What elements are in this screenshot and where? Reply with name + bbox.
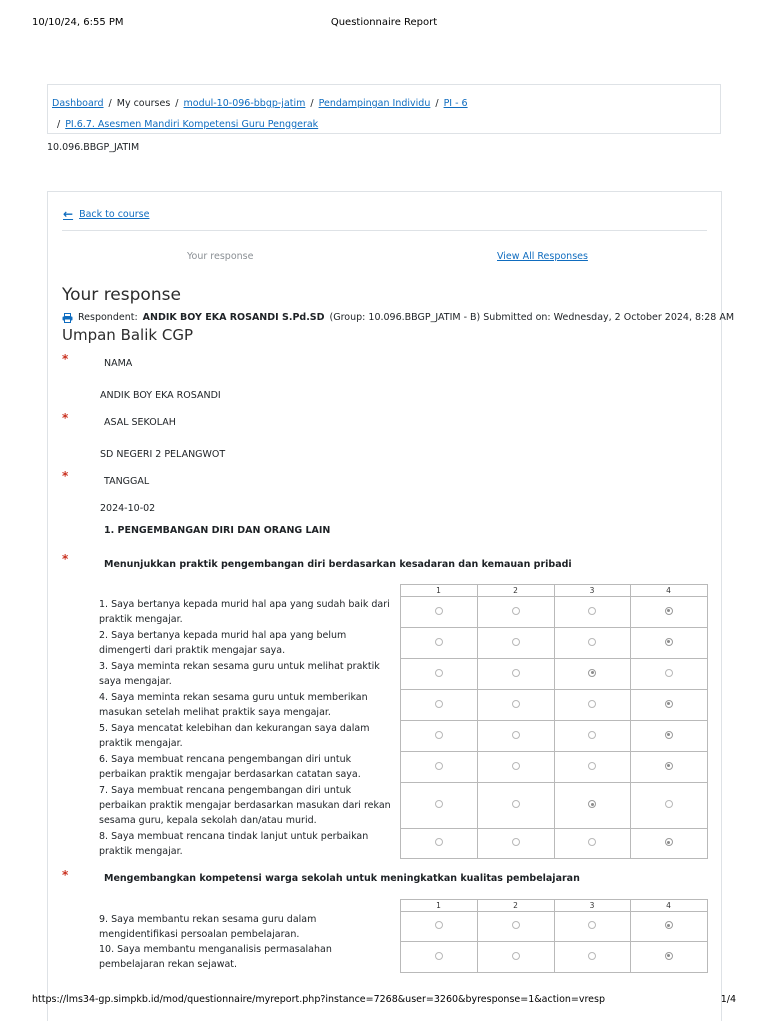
rating-cell — [477, 721, 554, 752]
rating-cell — [554, 783, 630, 829]
rating-header-row — [99, 900, 707, 912]
rating-statement: 1. Saya bertanya kepada murid hal apa yang sudah baik dari praktik mengajar. — [99, 599, 390, 625]
rating-cell — [400, 597, 477, 628]
radio-option[interactable] — [512, 700, 520, 708]
rating-cell — [400, 628, 477, 659]
radio-option[interactable] — [435, 638, 443, 646]
back-to-course-label: Back to course — [79, 208, 150, 220]
question-label: ASAL SEKOLAH — [104, 417, 176, 428]
required-icon: * — [62, 411, 69, 425]
rating-cell — [400, 721, 477, 752]
rating-header-1: 1 — [400, 900, 477, 912]
rating-cell — [554, 829, 630, 859]
printer-icon — [62, 313, 73, 323]
radio-option[interactable] — [512, 838, 520, 846]
rating-header-blank — [99, 900, 400, 912]
radio-option[interactable] — [512, 921, 520, 929]
rating-cell — [630, 628, 707, 659]
rating-header-4: 4 — [630, 900, 707, 912]
question-title: Menunjukkan praktik pengembangan diri berdasarkan kesadaran dan kemauan pribadi — [104, 559, 572, 570]
rating-statement: 3. Saya meminta rekan sesama guru untuk melihat praktik saya mengajar. — [99, 661, 380, 687]
rating-statement: 4. Saya meminta rekan sesama guru untuk memberikan masukan setelah melihat praktik saya mengajar. — [99, 692, 368, 718]
rating-cell — [477, 752, 554, 783]
rating-cell — [630, 690, 707, 721]
radio-option[interactable] — [435, 669, 443, 677]
radio-selected[interactable] — [588, 669, 596, 677]
rating-cell — [630, 783, 707, 829]
breadcrumb-activity[interactable]: PI.6.7. Asesmen Mandiri Kompetensi Guru Penggerak — [65, 119, 319, 130]
rating-cell — [477, 628, 554, 659]
breadcrumb-separator: / — [435, 98, 439, 109]
rating-cell — [477, 829, 554, 859]
radio-option[interactable] — [588, 762, 596, 770]
rating-row — [99, 659, 707, 690]
radio-option[interactable] — [512, 638, 520, 646]
rating-header-2: 2 — [477, 900, 554, 912]
breadcrumb-separator: / — [310, 98, 314, 109]
rating-statement: 9. Saya membantu rekan sesama guru dalam mengidentifikasi persoalan pembelajaran. — [99, 913, 317, 940]
rating-cell — [630, 752, 707, 783]
rating-cell — [554, 597, 630, 628]
rating-header-2: 2 — [477, 585, 554, 597]
radio-option[interactable] — [588, 921, 596, 929]
rating-cell — [400, 690, 477, 721]
radio-option[interactable] — [665, 669, 673, 677]
rating-table-body — [99, 912, 707, 973]
radio-option[interactable] — [435, 921, 443, 929]
radio-option[interactable] — [588, 700, 596, 708]
tab-your-response[interactable]: Your response — [187, 251, 254, 262]
rating-cell — [400, 829, 477, 859]
radio-option[interactable] — [435, 607, 443, 615]
rating-table — [99, 584, 708, 859]
radio-option[interactable] — [588, 952, 596, 960]
tab-view-all-responses[interactable]: View All Responses — [497, 251, 588, 262]
radio-option[interactable] — [435, 952, 443, 960]
rating-cell — [554, 942, 630, 973]
question-title: Mengembangkan kompetensi warga sekolah untuk meningkatkan kualitas pembelajaran — [104, 873, 580, 884]
rating-header-3: 3 — [554, 585, 630, 597]
print-header — [32, 17, 736, 31]
rating-statement: 8. Saya membuat rencana tindak lanjut untuk perbaikan praktik mengajar. — [99, 830, 369, 857]
print-page-number: 1/4 — [720, 994, 736, 1005]
breadcrumb-course[interactable]: modul-10-096-bbgp-jatim — [183, 98, 306, 109]
rating-cell — [400, 783, 477, 829]
respondent-meta: (Group: 10.096.BBGP_JATIM - B) Submitted on: Wednesday, 2 October 2024, 8:28 AM — [329, 312, 735, 323]
rating-header-blank — [99, 585, 400, 597]
rating-header-4: 4 — [630, 585, 707, 597]
radio-option[interactable] — [512, 607, 520, 615]
answer-value: 2024-10-02 — [100, 503, 156, 514]
rating-row — [99, 942, 707, 973]
radio-selected[interactable] — [665, 952, 673, 960]
rating-header-1: 1 — [400, 585, 477, 597]
rating-cell — [400, 659, 477, 690]
rating-header-row — [99, 585, 707, 597]
divider — [62, 230, 707, 231]
print-datetime: 10/10/24, 6:55 PM — [32, 17, 124, 28]
radio-selected[interactable] — [665, 921, 673, 929]
rating-cell — [630, 721, 707, 752]
rating-cell — [554, 659, 630, 690]
radio-option[interactable] — [512, 762, 520, 770]
radio-option[interactable] — [435, 731, 443, 739]
rating-cell — [477, 597, 554, 628]
arrow-left-icon: ← — [63, 207, 74, 221]
radio-option[interactable] — [512, 800, 520, 808]
rating-row — [99, 721, 707, 752]
radio-selected[interactable] — [665, 762, 673, 770]
rating-cell — [630, 829, 707, 859]
rating-header-3: 3 — [554, 900, 630, 912]
rating-cell — [477, 659, 554, 690]
answer-value: ANDIK BOY EKA ROSANDI — [100, 390, 221, 401]
breadcrumb-section[interactable]: Pendampingan Individu — [318, 98, 431, 109]
radio-selected[interactable] — [588, 800, 596, 808]
radio-selected[interactable] — [665, 838, 673, 846]
rating-statement: 2. Saya bertanya kepada murid hal apa yang belum dimengerti dari praktik mengajar saya. — [99, 630, 347, 656]
radio-option[interactable] — [435, 700, 443, 708]
rating-statement: 7. Saya membuat rencana pengembangan diri untuk perbaikan praktik mengajar berdasarkan masukan dari rekan sesama guru, kepala sekolah dan/atau murid. — [99, 785, 391, 826]
radio-option[interactable] — [588, 607, 596, 615]
rating-table — [99, 899, 708, 973]
rating-row — [99, 690, 707, 721]
radio-option[interactable] — [512, 669, 520, 677]
breadcrumb — [47, 84, 721, 134]
question-label: TANGGAL — [104, 476, 150, 487]
rating-cell — [400, 752, 477, 783]
rating-cell — [630, 597, 707, 628]
rating-cell — [630, 659, 707, 690]
rating-statement: 6. Saya membuat rencana pengembangan diri untuk perbaikan praktik mengajar berdasarkan catatan saya. — [99, 754, 361, 780]
back-to-course-link[interactable] — [63, 207, 149, 221]
radio-option[interactable] — [588, 638, 596, 646]
print-page-title: Questionnaire Report — [330, 17, 438, 28]
radio-option[interactable] — [435, 838, 443, 846]
rating-cell — [554, 721, 630, 752]
print-url: https://lms34-gp.simpkb.id/mod/questionnaire/myreport.php?instance=7268&user=3260&byresponse=1&action=vresp — [32, 994, 606, 1005]
rating-cell — [400, 942, 477, 973]
rating-statement: 10. Saya membantu menganalisis permasalahan pembelajaran rekan sejawat. — [99, 944, 332, 970]
radio-option[interactable] — [435, 800, 443, 808]
radio-option[interactable] — [588, 731, 596, 739]
breadcrumb-pi[interactable]: PI - 6 — [443, 98, 468, 109]
rating-cell — [630, 912, 707, 942]
radio-selected[interactable] — [665, 731, 673, 739]
radio-option[interactable] — [512, 731, 520, 739]
required-icon: * — [62, 552, 69, 566]
radio-selected[interactable] — [665, 638, 673, 646]
radio-option[interactable] — [512, 952, 520, 960]
survey-title: Umpan Balik CGP — [62, 326, 193, 344]
required-icon: * — [62, 868, 69, 882]
rating-cell — [477, 912, 554, 942]
radio-option[interactable] — [435, 762, 443, 770]
course-code: 10.096.BBGP_JATIM — [47, 142, 140, 153]
rating-row — [99, 628, 707, 659]
rating-statement: 5. Saya mencatat kelebihan dan kekurangan saya dalam praktik mengajar. — [99, 723, 370, 749]
rating-cell — [477, 942, 554, 973]
required-icon: * — [62, 352, 69, 366]
rating-row — [99, 752, 707, 783]
section-title: 1. PENGEMBANGAN DIRI DAN ORANG LAIN — [104, 525, 331, 536]
radio-option[interactable] — [665, 800, 673, 808]
breadcrumb-dashboard[interactable]: Dashboard — [52, 98, 104, 109]
radio-selected[interactable] — [665, 700, 673, 708]
breadcrumb-separator: / — [175, 98, 179, 109]
rating-cell — [554, 690, 630, 721]
respondent-info — [62, 312, 734, 323]
rating-cell — [630, 942, 707, 973]
rating-cell — [554, 912, 630, 942]
rating-cell — [477, 690, 554, 721]
breadcrumb-my-courses: My courses — [116, 98, 171, 109]
rating-row — [99, 783, 707, 829]
breadcrumb-separator: / — [108, 98, 112, 109]
page-title: Your response — [62, 285, 181, 305]
rating-cell — [477, 783, 554, 829]
radio-option[interactable] — [588, 838, 596, 846]
rating-table-body — [99, 597, 707, 859]
rating-row — [99, 912, 707, 942]
rating-row — [99, 597, 707, 628]
answer-value: SD NEGERI 2 PELANGWOT — [100, 449, 226, 460]
breadcrumb-separator: / — [57, 119, 61, 130]
radio-selected[interactable] — [665, 607, 673, 615]
rating-cell — [400, 912, 477, 942]
respondent-name: ANDIK BOY EKA ROSANDI S.Pd.SD — [142, 312, 325, 323]
respondent-label: Respondent: — [78, 312, 138, 323]
question-label: NAMA — [104, 358, 133, 369]
rating-cell — [554, 628, 630, 659]
rating-cell — [554, 752, 630, 783]
rating-row — [99, 829, 707, 859]
required-icon: * — [62, 469, 69, 483]
